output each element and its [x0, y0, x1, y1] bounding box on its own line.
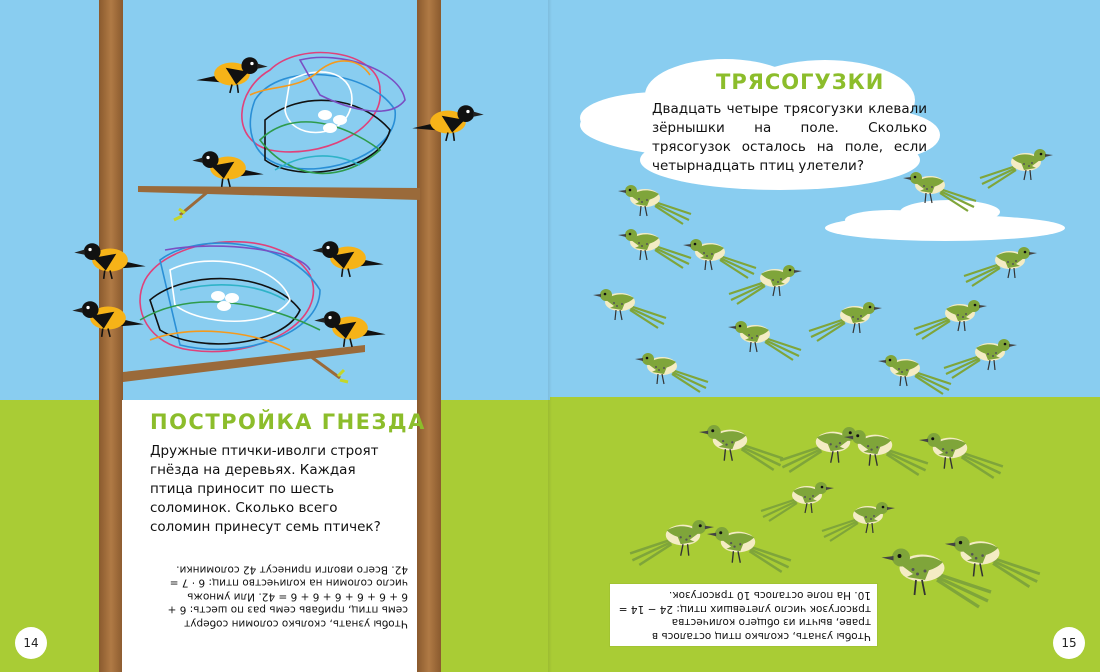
wagtail-bird — [729, 265, 802, 304]
oriole-bird — [192, 151, 263, 187]
answer-text-upside-down: Чтобы узнать, сколько птиц осталось в траве, вычти из общего количества трясогузок число улетевших птиц: 24 − 14 = 10. На поле осталось 10 трясогузок. — [610, 584, 877, 646]
oriole-bird — [312, 241, 383, 277]
oriole-bird — [314, 311, 385, 347]
problem-text: Дружные птички-иволги строят гнёзда на деревьях. Каждая птица приносит по шесть соломинок. Сколько всего соломин принесут семь птичек? — [150, 443, 381, 535]
page-title: ТРЯСОГУЗКИ — [716, 70, 885, 94]
upper-branch — [138, 186, 420, 200]
oriole-bird — [74, 243, 145, 279]
wagtail-bird — [630, 520, 714, 565]
lower-branch — [123, 345, 365, 382]
right-tree-trunk — [417, 0, 441, 672]
wagtail-bird — [945, 536, 1040, 587]
small-cloud — [825, 200, 1065, 241]
problem-text: Двадцать четыре трясогузки клевали зёрнышки на поле. Сколько трясогузок осталось на поле, если четырнадцать птиц улетели? — [652, 101, 927, 174]
wagtail-bird — [707, 527, 791, 572]
wagtail-bird — [878, 355, 951, 394]
answer-text-upside-down: Чтобы узнать, сколько соломин соберут семь птиц, прибавь семь раз по шесть: 6 + 6 + 6 + 6 + 6 + 6 + 6 = 42. Или умножь число соломин на количество птиц: 6 · 7 = 42. Всего иволги принесут 42 соломинки. — [167, 563, 408, 630]
oriole-bird — [72, 301, 143, 337]
wagtail-bird — [822, 502, 895, 541]
oriole-bird — [196, 57, 267, 93]
right-page — [550, 0, 1100, 672]
wagtail-bird — [618, 229, 691, 268]
wagtail-bird — [944, 339, 1017, 378]
wagtail-bird — [635, 353, 708, 392]
lower-eggs — [211, 291, 239, 311]
wagtail-bird — [780, 427, 864, 472]
page-number: 15 — [1053, 627, 1085, 659]
page-title: ПОСТРОЙКА ГНЕЗДА — [150, 410, 426, 434]
wagtail-bird — [980, 149, 1053, 188]
wagtail-bird — [728, 321, 801, 360]
wagtail-bird — [809, 302, 882, 341]
wagtail-bird — [618, 185, 691, 224]
wagtail-bird — [964, 247, 1037, 286]
wagtail-bird — [593, 289, 666, 328]
wagtail-bird — [914, 300, 987, 339]
wagtail-bird — [683, 239, 756, 278]
wagtail-bird — [919, 433, 1003, 478]
wagtail-bird — [761, 482, 834, 521]
wagtail-bird — [844, 430, 928, 475]
page-number: 14 — [15, 627, 47, 659]
book-gutter — [548, 0, 552, 672]
wagtail-bird — [699, 425, 783, 470]
